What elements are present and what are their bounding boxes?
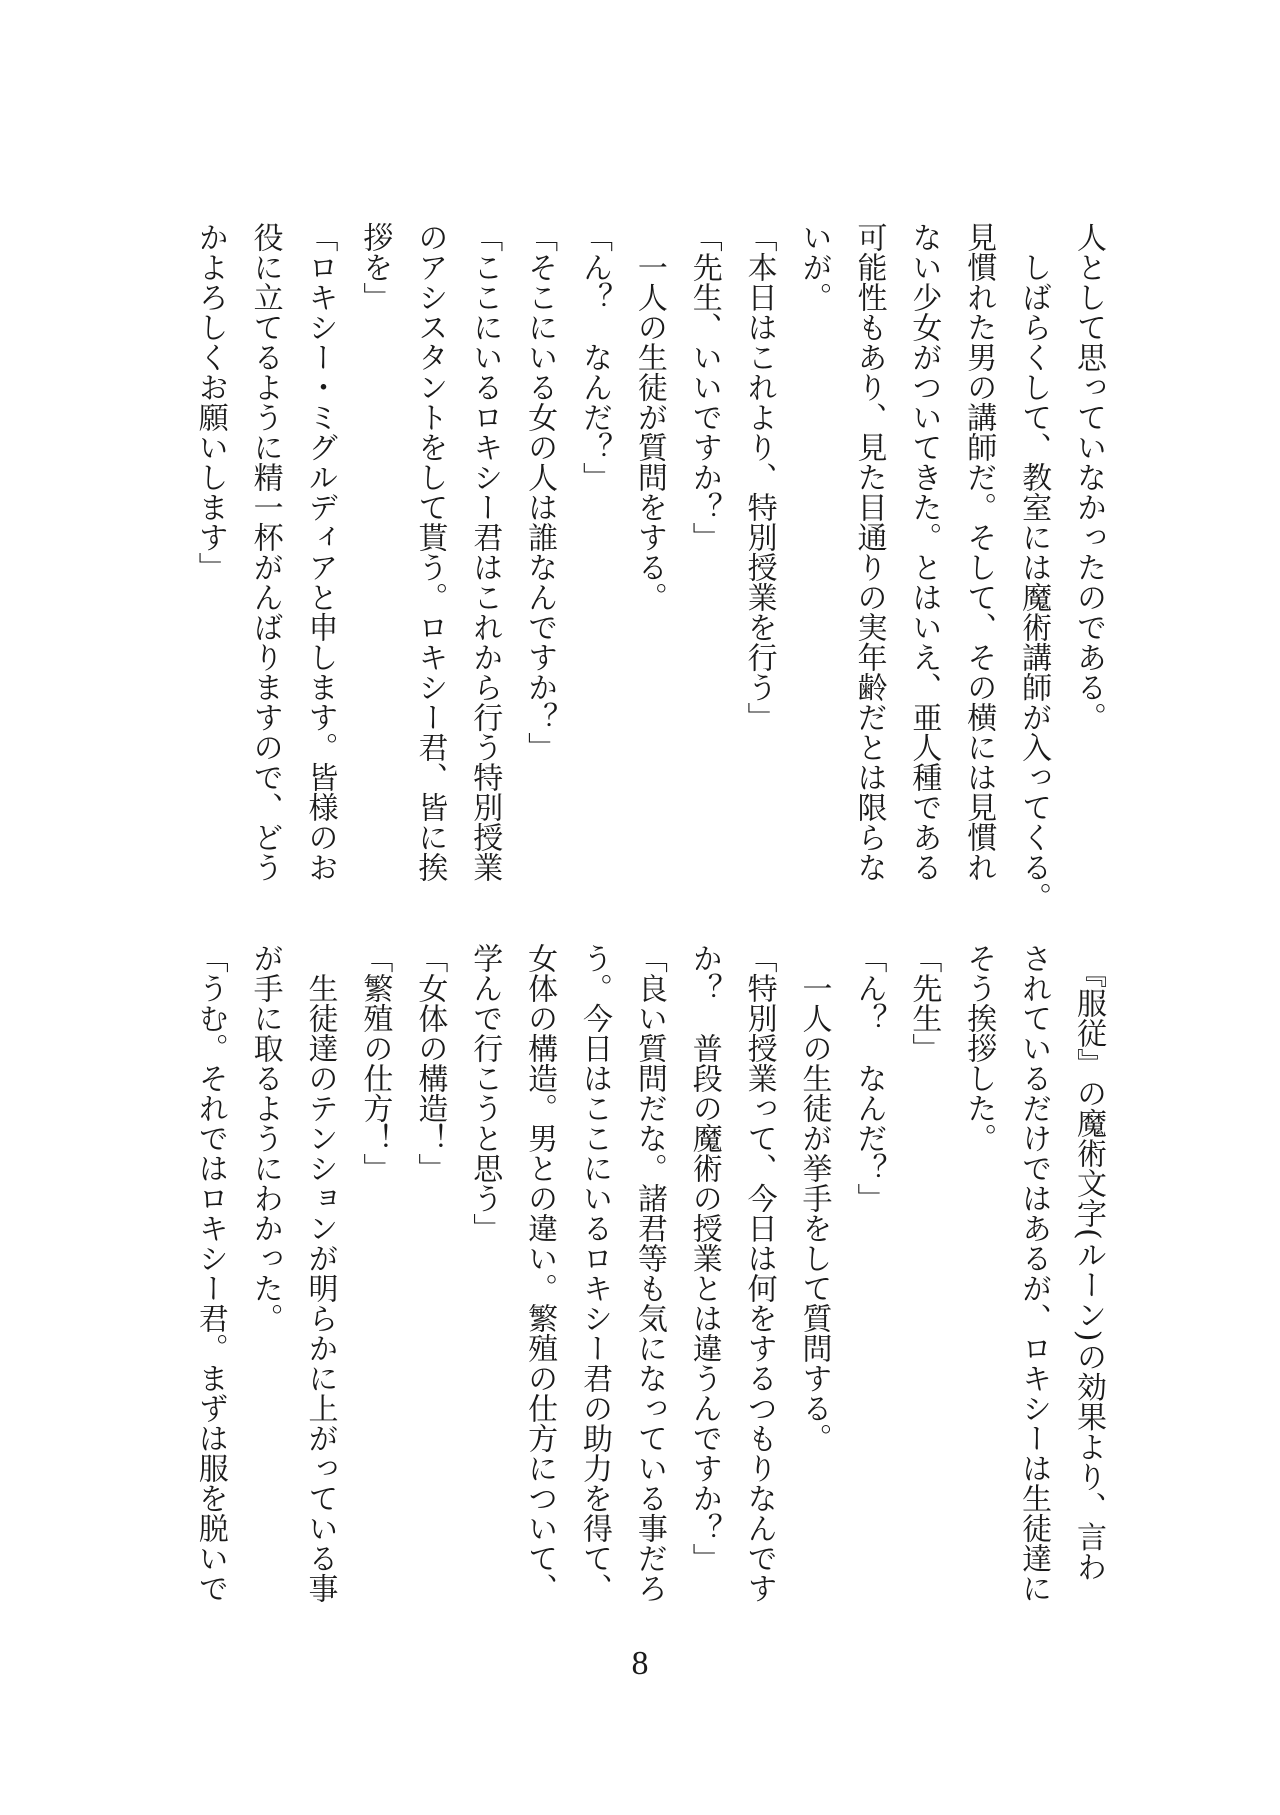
text-line: か？ 普段の魔術の授業とは違うんですか？」 [686, 943, 722, 1573]
text-line: のアシスタントをして貰う。ロキシー君、皆に挨 [412, 222, 448, 882]
text-line: 「ん？ なんだ？」 [576, 222, 612, 492]
text-line: 学んで行こうと思う」 [467, 943, 503, 1243]
text-line: しばらくして、教室には魔術講師が入ってくる。 [1016, 222, 1052, 912]
text-line: 『服従』の魔術文字(ルーン)の効果より、言わ [1071, 943, 1106, 1582]
text-line: ない少女がついてきた。とはいえ、亜人種である [906, 222, 942, 882]
text-line: 「ロキシー・ミグルディアと申します。皆様のお [302, 222, 338, 882]
text-line: 生徒達のテンションが明らかに上がっている事 [302, 943, 338, 1603]
text-line: が手に取るようにわかった。 [247, 943, 283, 1333]
text-line: 可能性もあり、見た目通りの実年齢だとは限らな [851, 222, 887, 882]
text-line: かよろしくお願いします」 [192, 222, 228, 582]
text-line: 「良い質問だな。諸君等も気になっている事だろ [631, 943, 667, 1603]
lower-text-block [181, 943, 1115, 1613]
text-line: 「特別授業って、今日は何をするつもりなんです [741, 943, 777, 1603]
text-line: 「女体の構造！」 [412, 943, 448, 1183]
text-line: されているだけではあるが、ロキシーは生徒達に [1016, 943, 1052, 1603]
text-line: 役に立てるように精一杯がんばりますので、どう [247, 222, 283, 882]
text-line: 人として思っていなかったのである。 [1071, 222, 1106, 732]
text-line: う。今日はここにいるロキシー君の助力を得て、 [576, 943, 612, 1603]
text-line: 一人の生徒が挙手をして質問する。 [796, 943, 832, 1453]
page-number: 8 [631, 1645, 649, 1682]
text-line: 「ん？ なんだ？」 [851, 943, 887, 1213]
text-line: 「ここにいるロキシー君はこれから行う特別授業 [467, 222, 503, 882]
text-line: そう挨拶した。 [961, 943, 997, 1153]
text-line: いが。 [796, 222, 832, 312]
upper-text-block [181, 222, 1115, 912]
text-line: 「うむ。それではロキシー君。まずは服を脱いで [192, 943, 228, 1603]
text-line: 一人の生徒が質問をする。 [631, 222, 667, 612]
text-line: 「先生」 [906, 943, 942, 1063]
text-line: 「そこにいる女の人は誰なんですか？」 [522, 222, 558, 762]
text-line: 「本日はこれより、特別授業を行う」 [741, 222, 777, 732]
text-line: 「先生、いいですか？」 [686, 222, 722, 552]
text-line: 拶を」 [357, 222, 393, 312]
text-line: 女体の構造。男との違い。繁殖の仕方について、 [522, 943, 558, 1603]
text-line: 「繁殖の仕方！」 [357, 943, 393, 1183]
text-line: 見慣れた男の講師だ。そして、その横には見慣れ [961, 222, 997, 882]
